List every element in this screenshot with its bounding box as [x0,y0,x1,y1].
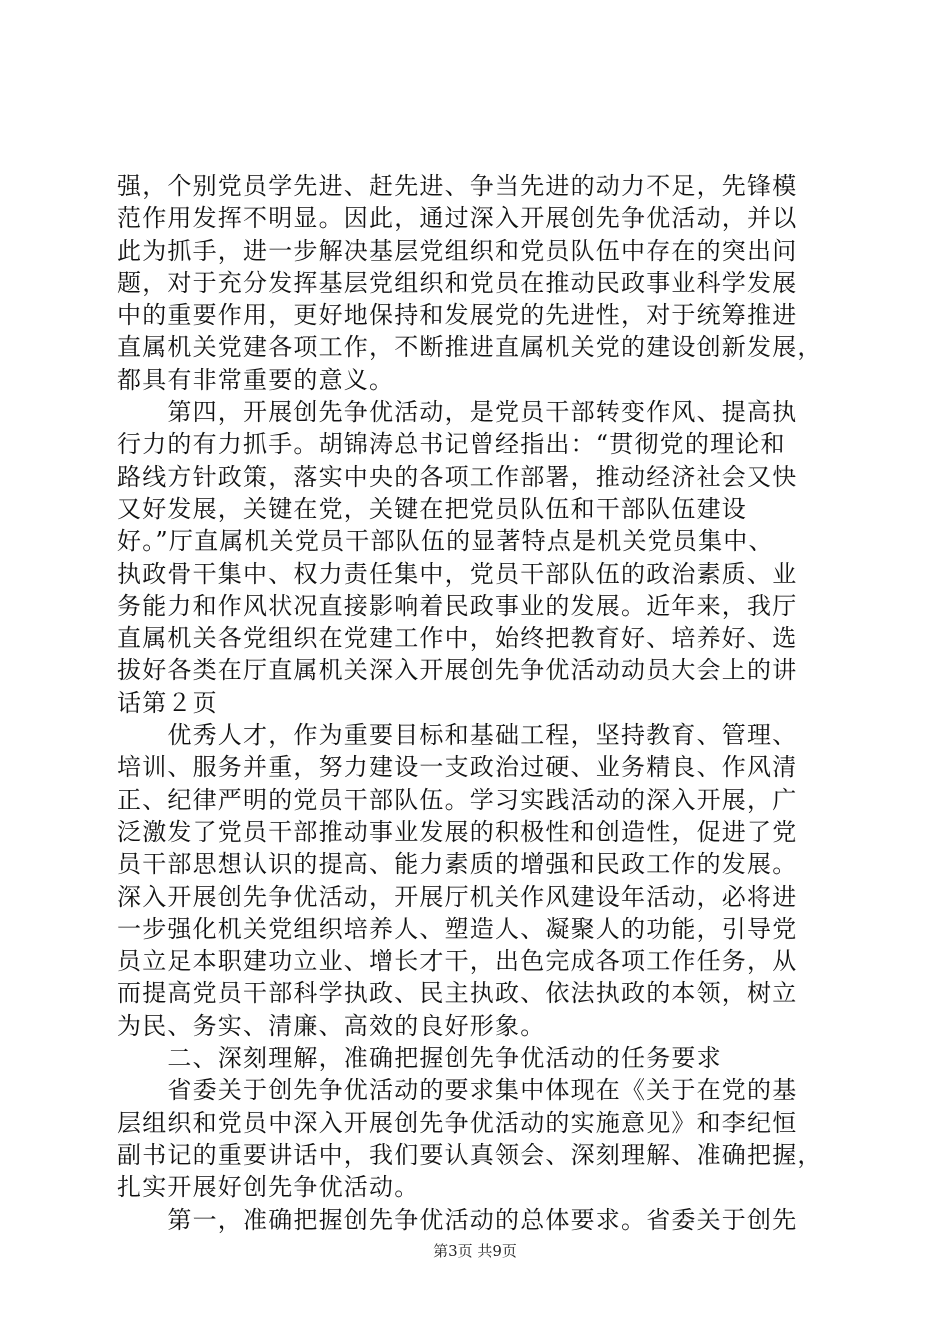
text-line: 执政骨干集中、权力责任集中，党员干部队伍的政治素质、业 [117,559,798,588]
text-line: 拔好各类在厅直属机关深入开展创先争优活动动员大会上的讲 [117,656,798,685]
text-line: 优秀人才，作为重要目标和基础工程，坚持教育、管理、 [117,721,798,750]
text-line: 层组织和党员中深入开展创先争优活动的实施意见》和李纪恒 [117,1108,798,1137]
text-line: 又好发展，关键在党，关键在把党员队伍和干部队伍建设 [117,494,747,523]
text-line: 强，个别党员学先进、赶先进、争当先进的动力不足，先锋模 [117,172,798,200]
text-line: 副书记的重要讲话中，我们要认真领会、深刻理解、准确把握， [117,1140,823,1169]
text-line: 扎实开展好创先争优活动。 [117,1173,420,1202]
body-text [117,170,837,1236]
text-line: 直属机关各党组织在党建工作中，始终把教育好、培养好、选 [117,624,798,653]
text-line: 而提高党员干部科学执政、民主执政、依法执政的本领，树立 [117,979,798,1008]
text-line: 员干部思想认识的提高、能力素质的增强和民政工作的发展。 [117,850,798,879]
text-line: 为民、务实、清廉、高效的良好形象。 [117,1011,546,1040]
page-footer: 第3页 共9页 [433,1242,517,1260]
text-line: 第四，开展创先争优活动，是党员干部转变作风、提高执 [117,398,798,427]
text-line: 行力的有力抓手。胡锦涛总书记曾经指出：“贯彻党的理论和 [117,430,786,459]
text-line: 正、纪律严明的党员干部队伍。学习实践活动的深入开展，广 [117,785,798,814]
text-line: 题，对于充分发挥基层党组织和党员在推动民政事业科学发展 [117,268,798,297]
text-line: 深入开展创先争优活动，开展厅机关作风建设年活动，必将进 [117,882,798,911]
text-line: 范作用发挥不明显。因此，通过深入开展创先争优活动，并以 [117,204,798,233]
text-line: 二、深刻理解，准确把握创先争优活动的任务要求 [117,1044,722,1073]
text-line: 第一，准确把握创先争优活动的总体要求。省委关于创先 [117,1205,798,1234]
text-line: 中的重要作用，更好地保持和发展党的先进性，对于统筹推进 [117,301,798,330]
text-line: 直属机关党建各项工作，不断推进直属机关党的建设创新发展， [117,333,823,362]
text-line: 泛激发了党员干部推动事业发展的积极性和创造性，促进了党 [117,817,798,846]
text-line: 此为抓手，进一步解决基层党组织和党员队伍中存在的突出问 [117,236,798,265]
text-line: 省委关于创先争优活动的要求集中体现在《关于在党的基 [117,1076,798,1105]
text-line: 话第２页 [117,688,218,717]
text-line: 路线方针政策，落实中央的各项工作部署，推动经济社会又快 [117,462,798,491]
text-line: 好。”厅直属机关党员干部队伍的显著特点是机关党员集中、 [117,527,774,556]
text-line: 务能力和作风状况直接影响着民政事业的发展。近年来，我厅 [117,591,798,620]
text-line: 都具有非常重要的意义。 [117,365,395,394]
text-line: 培训、服务并重，努力建设一支政治过硬、业务精良、作风清 [117,753,798,782]
text-line: 一步强化机关党组织培养人、塑造人、凝聚人的功能，引导党 [117,914,798,943]
text-line: 员立足本职建功立业、增长才干，出色完成各项工作任务，从 [117,947,798,976]
